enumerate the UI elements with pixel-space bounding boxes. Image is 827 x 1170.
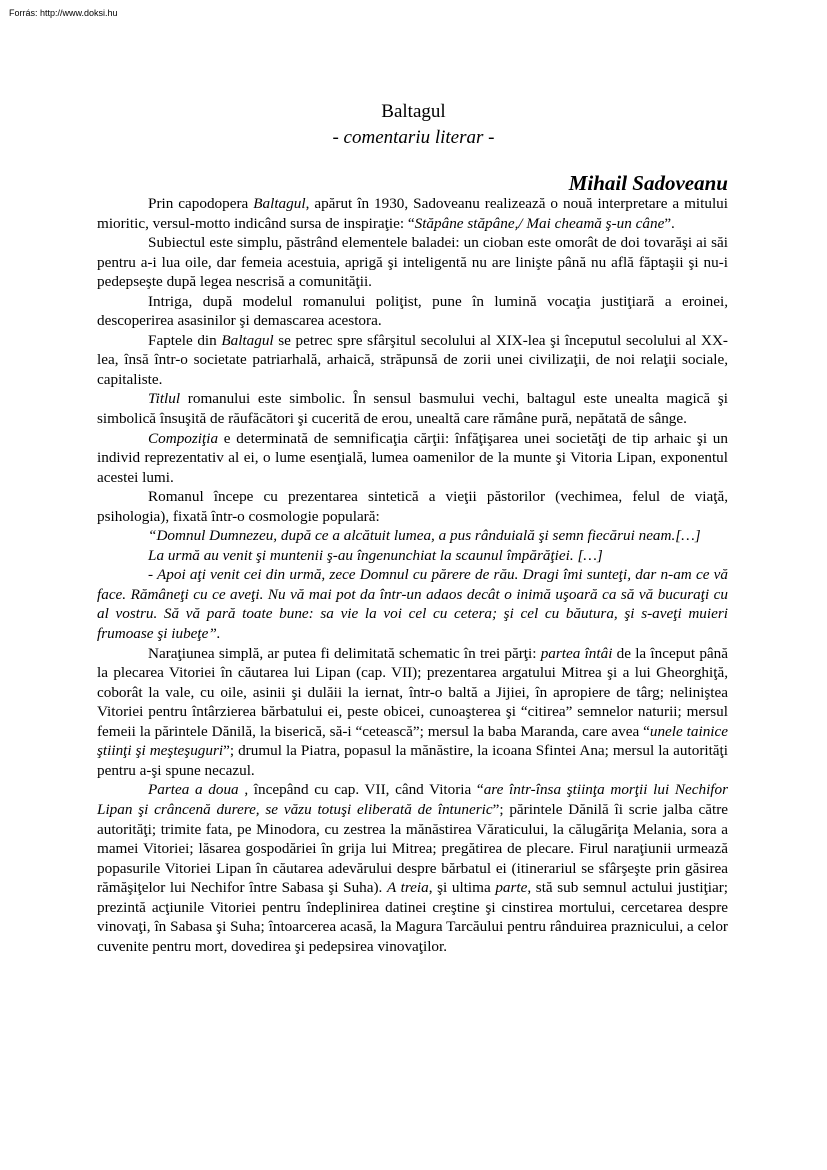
quote-paragraph: La urmă au venit şi muntenii ş-au îngenunchiat la scaunul împărăţiei. […] [148,546,603,564]
document-body [97,194,728,956]
paragraph: Intriga, după modelul romanului poliţist, pune în lumină vocaţia justiţiară a eroinei, descoperirea asasinilor şi demascarea acestora. [97,292,728,330]
paragraph: Prin capodopera Baltagul, apărut în 1930, Sadoveanu realizează o nouă interpretare a mitului mioritic, versul-motto indicând sursa de inspiraţie: “Stăpâne stăpâne,/ Mai cheamă ş-un câne”. [97,195,728,232]
document-title: Baltagul [381,101,446,122]
paragraph: Romanul începe cu prezentarea sintetică a vieţii păstorilor (vechimea, felul de viaţă, psihologia), fixată într-o cosmologie populară: [97,488,728,525]
author-name: Mihail Sadoveanu [568,171,728,195]
paragraph: Partea a doua , începând cu cap. VII, când Vitoria “are într-însa ştiinţa morţii lui Nechifor Lipan şi crâncenă durere, se văzu totuşi eliberată de întuneric”; părintele Dănilă îi scrie jalba către autorităţi; trimite fata, pe Minodora, cu zestrea la mănăstirea Văraticului, la călugăriţa Melania, sora a mamei Vitoriei; lăsarea gospodăriei în grija lui Mitrea; pregătirea de plecare. Firul naraţiunii urmează popasurile Vitoriei Lipan în căutarea adevărului despre bărbatul ei (itinerariul se sfârşeşte prin găsirea rămăşiţelor lui Nechifor între Sabasa şi Suha). A treia, şi ultima parte, stă sub semnul actului justiţiar; prezintă acţiunile Vitoriei pentru îndeplinirea datinei creştine şi cinstirea mortului, cercetarea despre vinovaţi, în Sabasa şi Suha; întoarcerea acasă, la Magura Tarcăului pentru rânduirea praznicului, a celor cuvenite pentru mort, dovedirea şi pedepsirea vinovaţilor. [97,781,729,955]
paragraph: Faptele din Baltagul se petrec spre sfârşitul secolului al XIX-lea şi începutul secolului al XX-lea, însă într-o societate patriarhală, arhaică, străpunsă de zorii unei civilizaţii, de noi relaţii sociale, capitaliste. [97,331,728,388]
paragraph: Compoziţia e determinată de semnificaţia cărţii: înfăţişarea unei societăţi de tip arhaic şi un individ reprezentativ al ei, o lume esenţială, lumea oamenilor de la munte şi Vitoria Lipan, exponentul acestei lumi. [97,429,728,486]
quote-paragraph: - Apoi aţi venit cei din urmă, zece Domnul cu părere de rău. Dragi îmi sunteţi, dar n-am ce vă face. Rămâneţi cu ce aveţi. Nu vă mai pot da într-un adaos decât o inimă uşoară ca să vă bucuraţi cu al vostru. Să vă pară toate bune: sa vie la voi cel cu cetera; şi cel cu băutura, şi s-aveţi muieri frumoase şi iubeţe”. [97,566,728,643]
paragraph: Subiectul este simplu, păstrând elementele baladei: un cioban este omorât de doi tovarăşi ai săi pentru a-i lua oile, dar femeia acestuia, aprigă şi inteligentă nu are linişte până nu află făptaşii şi nu-i pedepseşte după legea nescrisă a comunităţii. [97,234,728,291]
source-label: Forrás: http://www.doksi.hu [9,8,118,18]
paragraph: Titlul romanului este simbolic. În sensul basmului vechi, baltagul este unealta magică şi simbolică însuşită de răufăcători şi cucerită de erou, unealtă care rămâne pură, nepătată de sânge. [97,390,728,428]
paragraph: Naraţiunea simplă, ar putea fi delimitată schematic în trei părţi: partea întâi de la început până la plecarea Vitoriei în căutarea lui Lipan (cap. VII); prezentarea argatului Mitrea şi a lui Gheorghiţă, coborât la vale, cu oile, asinii şi dulăii la iernat, într-o baltă a Jijiei, în apropiere de târg; neliniştea Vitoriei pentru întârzierea bărbatului ei, peste obicei, cunoaşterea şi “citirea” semnelor naturii; mersul femeii la părintele Dănilă, la biserică, să-i “cetească”; mersul la baba Maranda, care avea “unele tainice ştiinţi şi meşteşuguri”; drumul la Piatra, popasul la mănăstire, la icoana Sfintei Ana; mersul la autorităţi pentru a-şi spune necazul. [97,644,729,779]
document-subtitle: - comentariu literar - [332,127,495,148]
quote-paragraph: “Domnul Dumnezeu, după ce a alcătuit lumea, a pus rânduială şi semn fiecărui neam.[…] [148,527,701,545]
